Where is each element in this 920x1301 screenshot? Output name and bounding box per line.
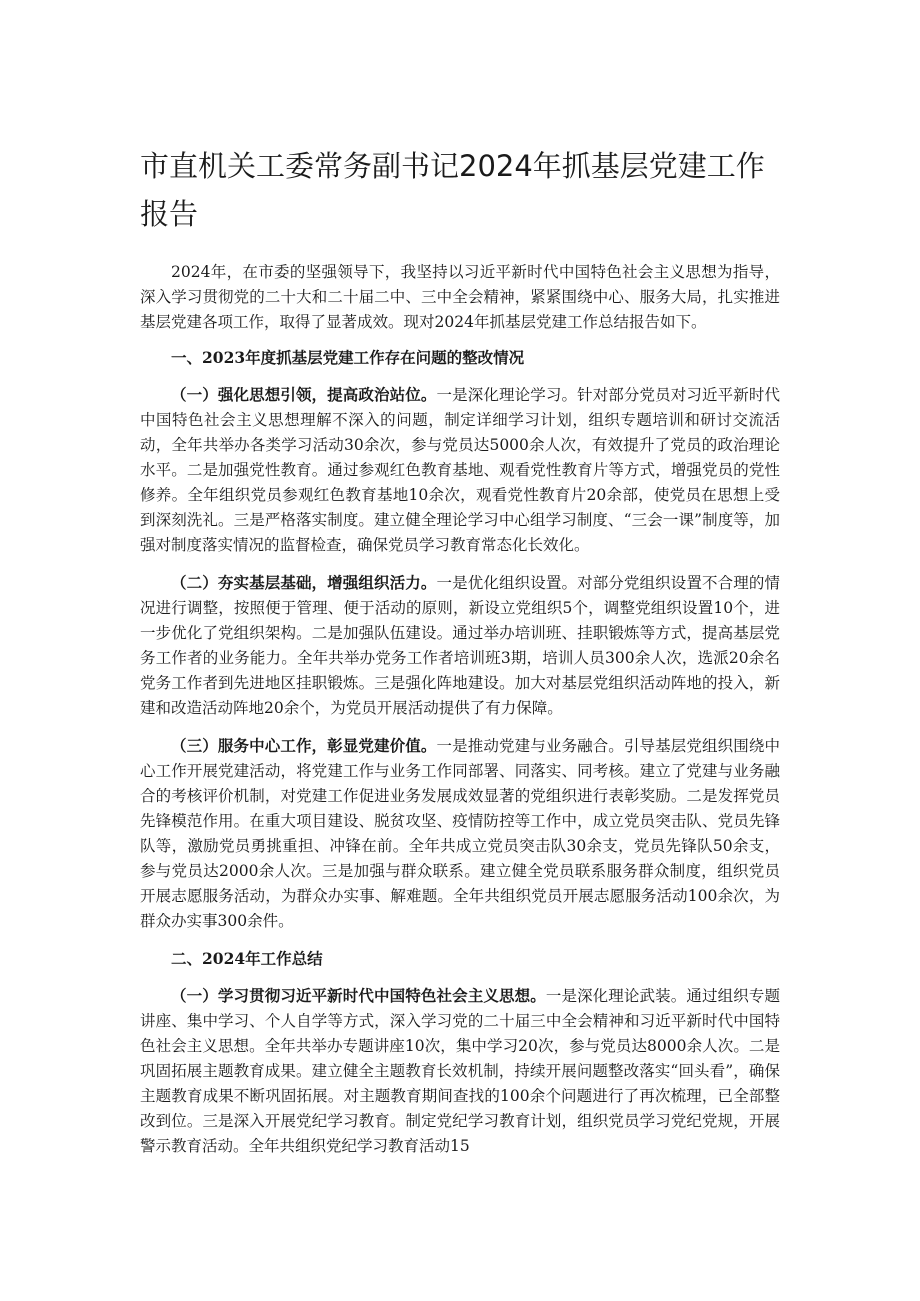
section-2-heading: 二、2024年工作总结 bbox=[171, 949, 323, 968]
item-lead: （一）学习贯彻习近平新时代中国特色社会主义思想。 bbox=[171, 986, 546, 1005]
page-title: 市直机关工委常务副书记2024年抓基层党建工作报告 bbox=[140, 149, 765, 231]
item-body: 一是深化理论武装。通过组织专题讲座、集中学习、个人自学等方式，深入学习党的二十届三中全会精神和习近平新时代中国特色社会主义思想。全年共举办专题讲座10次，集中学习20次，参与党员达8000余人次。二是巩固拓展主题教育成果。建立健全主题教育长效机制，持续开展问题整改落实“回头看”，确保主题教育成果不断巩固拓展。对主题教育期间查找的100余个问题进行了再次梳理，已全部整改到位。三是深入开展党纪学习教育。制定党纪学习教育计划，组织党员学习党纪党规，开展警示教育活动。全年共组织党纪学习教育活动15 bbox=[140, 987, 780, 1155]
item-body: 一是深化理论学习。针对部分党员对习近平新时代中国特色社会主义思想理解不深入的问题，制定详细学习计划，组织专题培训和研讨交流活动，全年共举办各类学习活动30余次，参与党员达5000余人次，有效提升了党员的政治理论水平。二是加强党性教育。通过参观红色教育基地、观看党性教育片等方式，增强党员的党性修养。全年组织党员参观红色教育基地10余次，观看党性教育片20余部，使党员在思想上受到深刻洗礼。三是严格落实制度。建立健全理论学习中心组学习制度、“三会一课”制度等，加强对制度落实情况的监督检查，确保党员学习教育常态化长效化。 bbox=[140, 386, 780, 554]
item-lead: （一）强化思想引领，提高政治站位。 bbox=[171, 385, 437, 404]
intro-paragraph: 2024年，在市委的坚强领导下，我坚持以习近平新时代中国特色社会主义思想为指导，深入学习贯彻党的二十大和二十届二中、三中全会精神，紧紧围绕中心、服务大局，扎实推进基层党建各项工作，取得了显著成效。现对2024年抓基层党建工作总结报告如下。 bbox=[140, 263, 780, 331]
section-1-item-1 bbox=[140, 382, 780, 558]
section-1-item-2 bbox=[140, 570, 780, 721]
section-2-item-1 bbox=[140, 983, 780, 1159]
item-body: 一是优化组织设置。对部分党组织设置不合理的情况进行调整，按照便于管理、便于活动的原则，新设立党组织5个，调整党组织设置10个，进一步优化了党组织架构。二是加强队伍建设。通过举办培训班、挂职锻炼等方式，提高基层党务工作者的业务能力。全年共举办党务工作者培训班3期，培训人员300余人次，选派20余名党务工作者到先进地区挂职锻炼。三是强化阵地建设。加大对基层党组织活动阵地的投入，新建和改造活动阵地20余个，为党员开展活动提供了有力保障。 bbox=[140, 574, 780, 717]
document-body bbox=[140, 260, 780, 1159]
section-1-item-3 bbox=[140, 733, 780, 934]
item-body: 一是推动党建与业务融合。引导基层党组织围绕中心工作开展党建活动，将党建工作与业务工作同部署、同落实、同考核。建立了党建与业务融合的考核评价机制，对党建工作促进业务发展成效显著的党组织进行表彰奖励。二是发挥党员先锋模范作用。在重大项目建设、脱贫攻坚、疫情防控等工作中，成立党员突击队、党员先锋队等，激励党员勇挑重担、冲锋在前。全年共成立党员突击队30余支，党员先锋队50余支，参与党员达2000余人次。三是加强与群众联系。建立健全党员联系服务群众制度，组织党员开展志愿服务活动，为群众办实事、解难题。全年共组织党员开展志愿服务活动100余次，为群众办实事300余件。 bbox=[140, 737, 780, 930]
item-lead: （三）服务中心工作，彰显党建价值。 bbox=[171, 736, 437, 755]
section-1-heading: 一、2023年度抓基层党建工作存在问题的整改情况 bbox=[171, 348, 525, 367]
item-lead: （二）夯实基层基础，增强组织活力。 bbox=[171, 573, 437, 592]
